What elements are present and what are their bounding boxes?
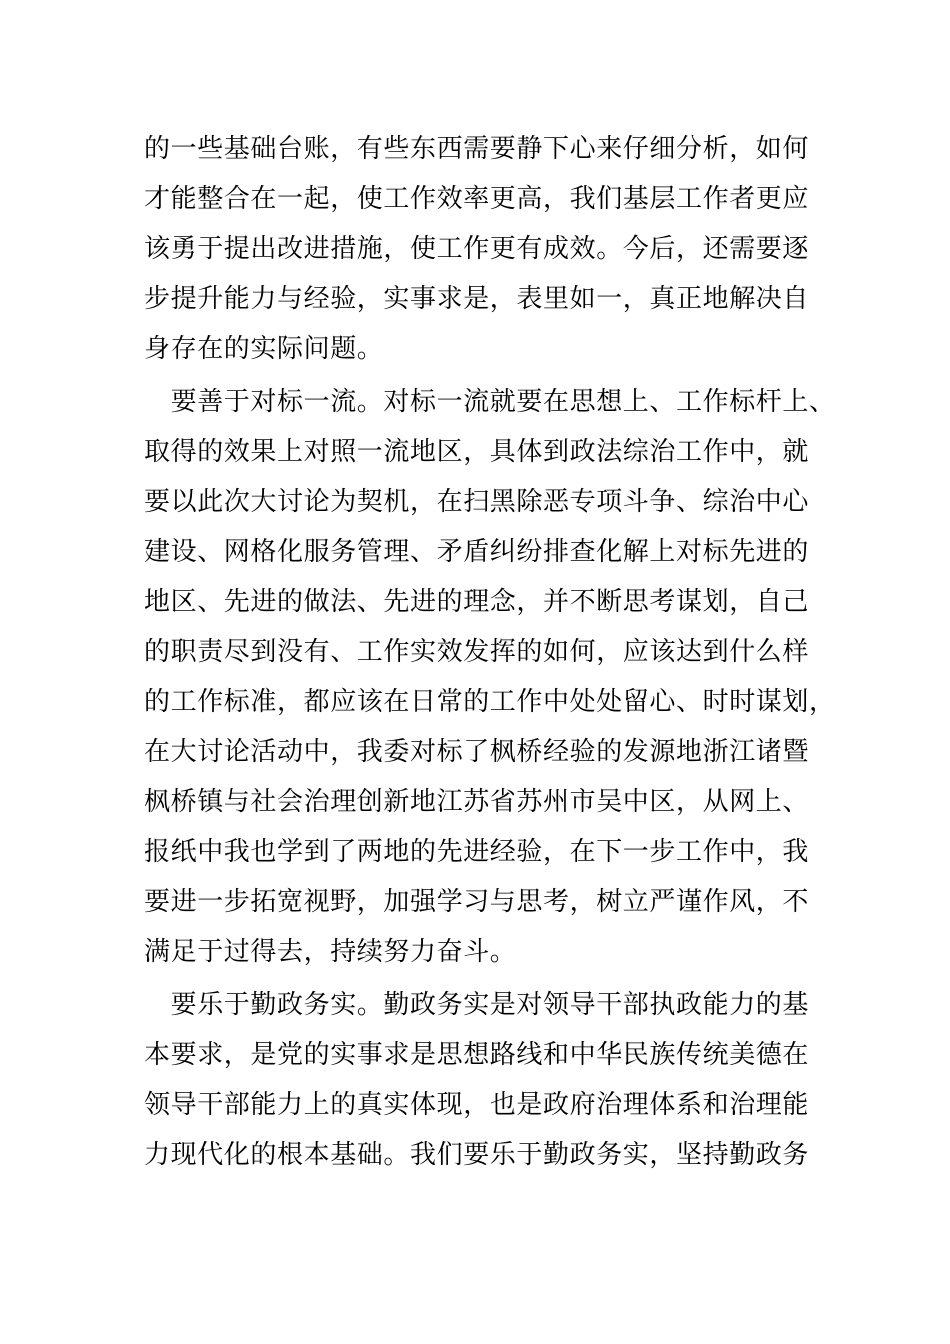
text-line: 枫桥镇与社会治理创新地江苏省苏州市吴中区，从网上、 — [144, 787, 810, 817]
text-line: 的工作标准，都应该在日常的工作中处处留心、时时谋划， — [144, 687, 836, 717]
text-line: 本要求，是党的实事求是思想路线和中华民族传统美德在 — [144, 1040, 810, 1070]
paragraph — [144, 377, 836, 977]
text-line: 要善于对标一流。对标一流就要在思想上、工作标杆上、 — [144, 387, 836, 417]
text-line: 地区、先进的做法、先进的理念，并不断思考谋划，自己 — [144, 587, 810, 617]
text-line: 的职责尽到没有、工作实效发挥的如何，应该达到什么样 — [144, 637, 810, 667]
text-line: 要进一步拓宽视野，加强学习与思考，树立严谨作风，不 — [144, 887, 810, 917]
text-line: 该勇于提出改进措施，使工作更有成效。今后，还需要逐 — [144, 234, 810, 264]
text-line: 力现代化的根本基础。我们要乐于勤政务实，坚持勤政务 — [144, 1140, 810, 1170]
document-body — [144, 124, 836, 1180]
text-line: 领导干部能力上的真实体现，也是政府治理体系和治理能 — [144, 1090, 810, 1120]
text-line: 建设、网格化服务管理、矛盾纠纷排查化解上对标先进的 — [144, 537, 810, 567]
text-line: 取得的效果上对照一流地区，具体到政法综治工作中，就 — [144, 437, 810, 467]
text-line: 要以此次大讨论为契机，在扫黑除恶专项斗争、综治中心 — [144, 487, 810, 517]
text-line: 步提升能力与经验，实事求是，表里如一，真正地解决自 — [144, 284, 810, 314]
text-line: 满足于过得去，持续努力奋斗。 — [144, 937, 517, 967]
paragraph — [144, 124, 809, 374]
text-line: 才能整合在一起，使工作效率更高，我们基层工作者更应 — [144, 184, 810, 214]
paragraph — [144, 980, 809, 1180]
text-line: 身存在的实际问题。 — [144, 334, 384, 364]
text-line: 在大讨论活动中，我委对标了枫桥经验的发源地浙江诸暨 — [144, 737, 810, 767]
text-line: 报纸中我也学到了两地的先进经验，在下一步工作中，我 — [144, 837, 810, 867]
text-line: 要乐于勤政务实。勤政务实是对领导干部执政能力的基 — [144, 990, 810, 1020]
text-line: 的一些基础台账，有些东西需要静下心来仔细分析，如何 — [144, 134, 810, 164]
